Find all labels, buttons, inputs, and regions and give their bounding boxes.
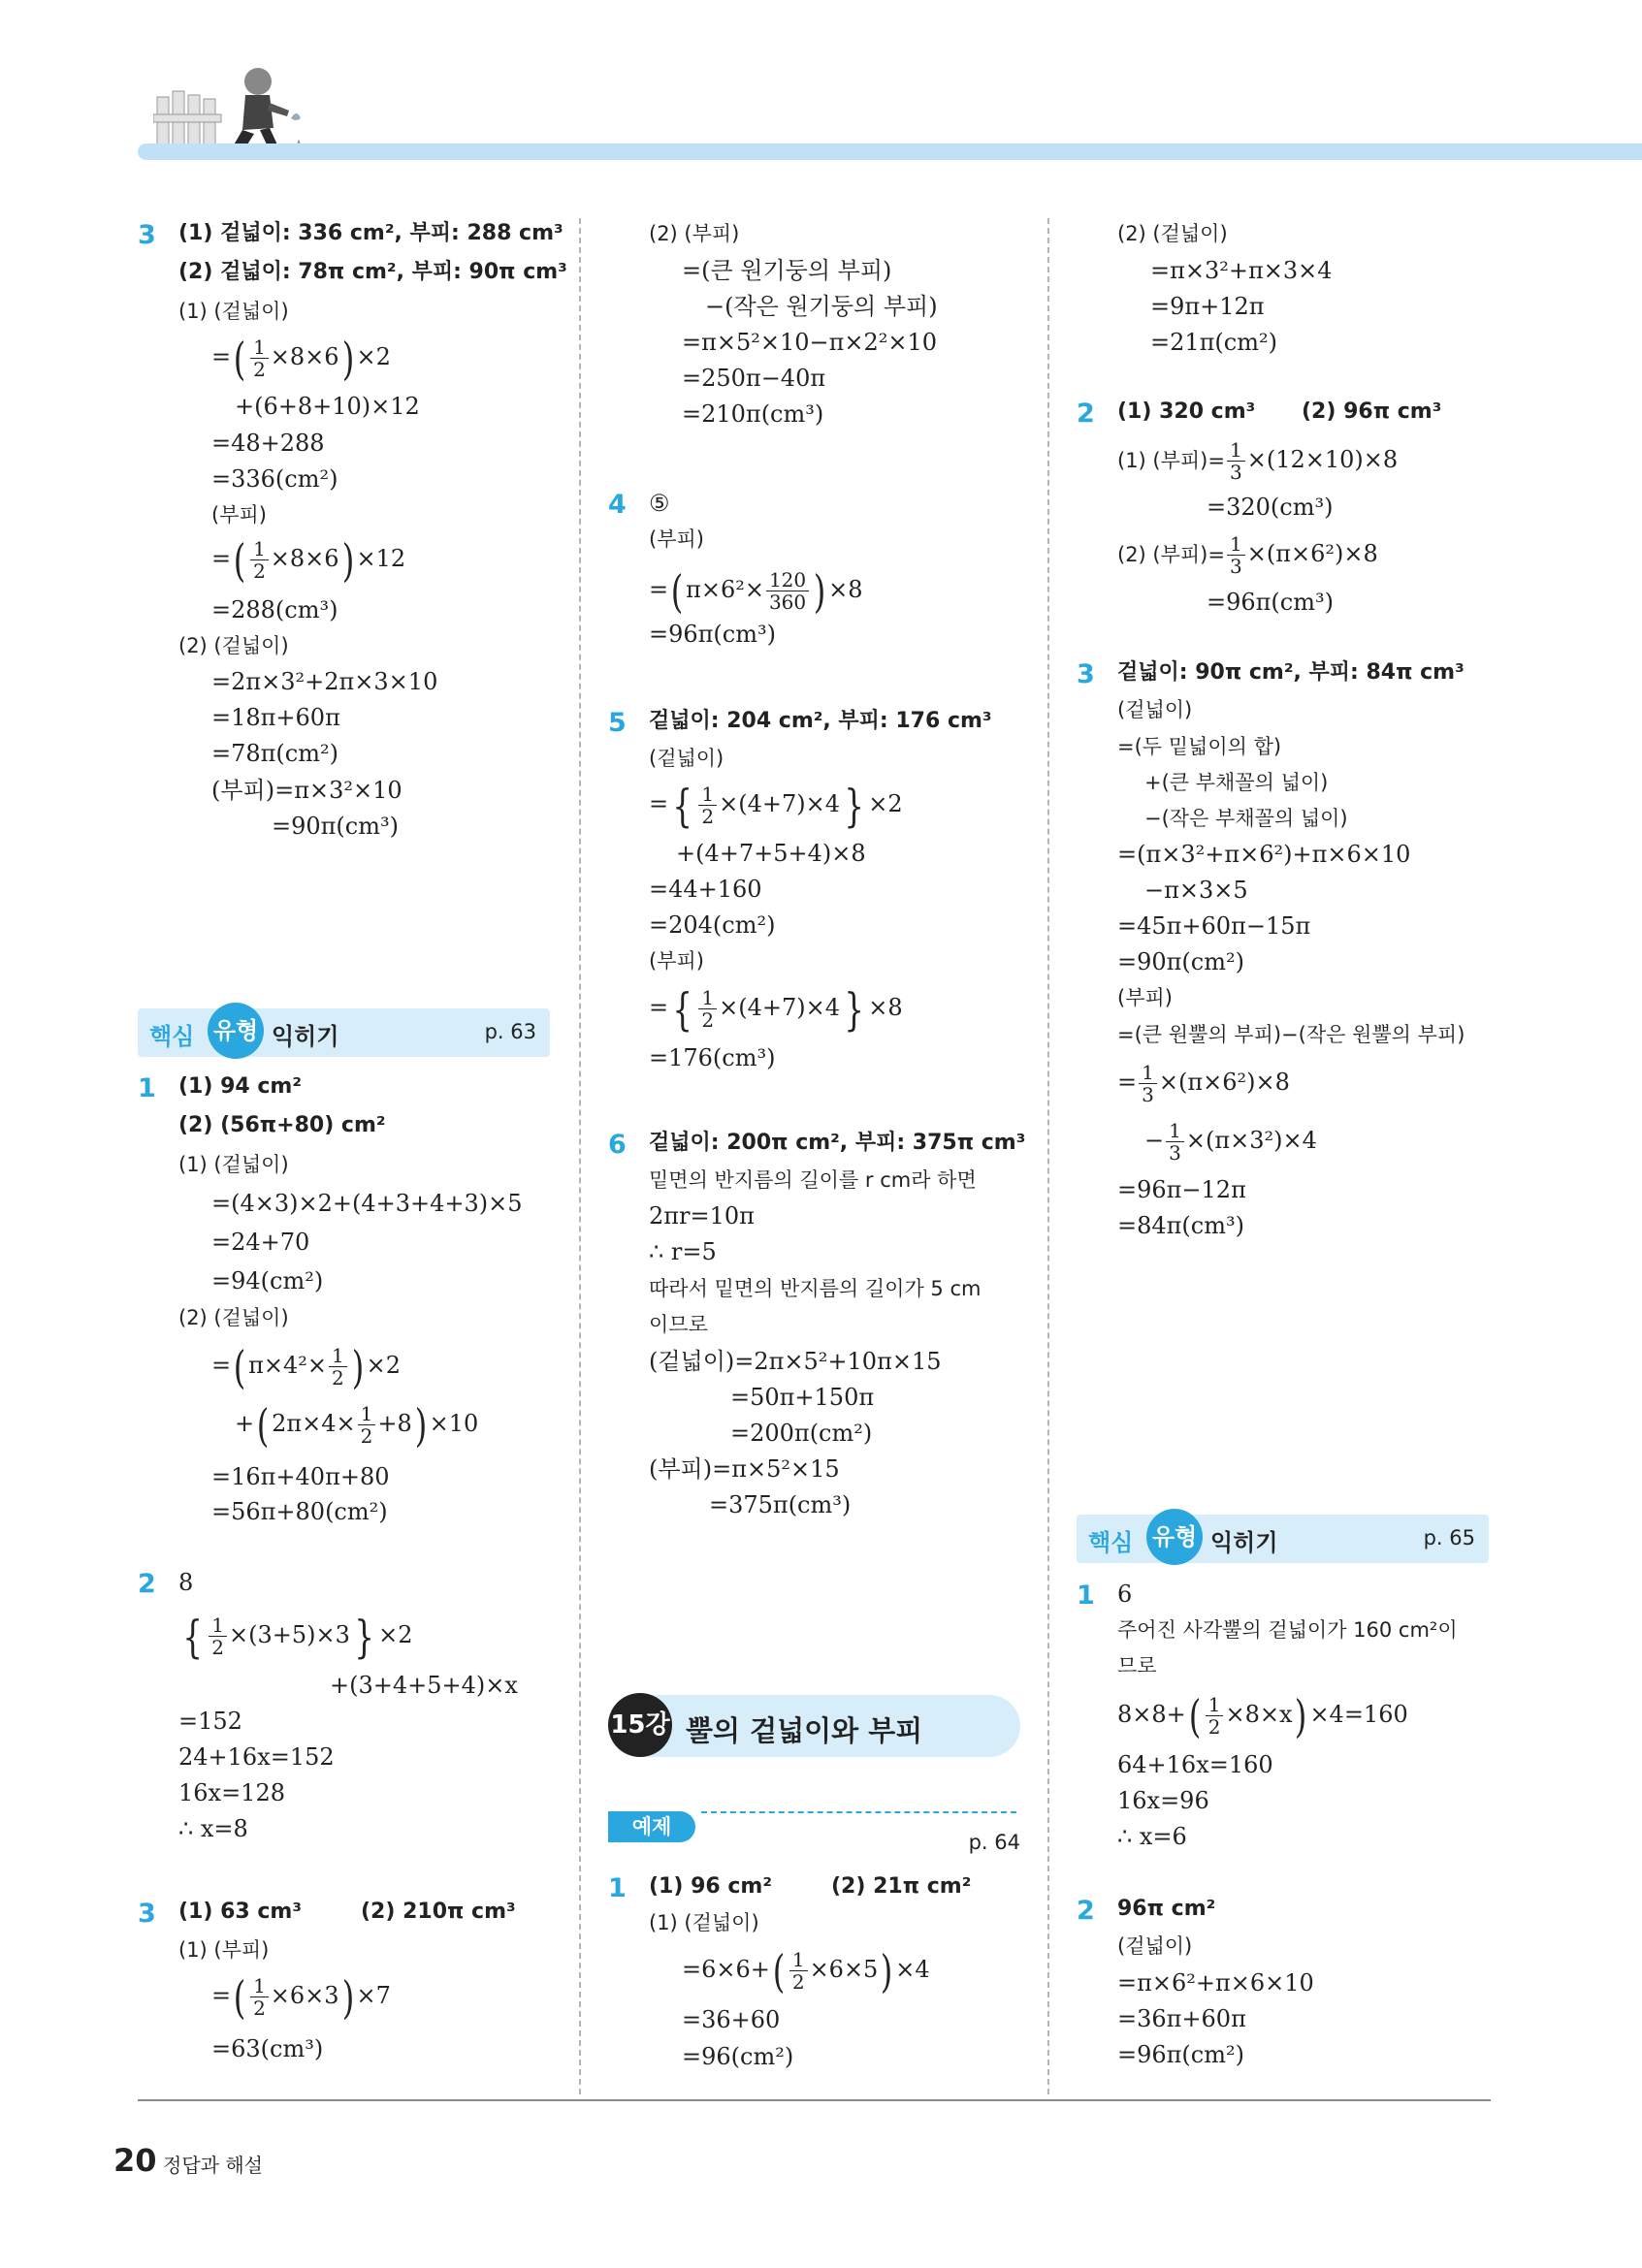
- equation: =( π×4²× $\frac{1}{2}$ ) ×2: [211, 1340, 402, 1393]
- answer: (1) 94 cm²: [178, 1074, 302, 1099]
- problem-number: 4: [608, 490, 627, 520]
- equation: =(큰 원기둥의 부피): [682, 257, 892, 284]
- solution-line: 이므로: [649, 1313, 708, 1336]
- equation: (1) (부피)= $\frac{1}{3}$ ×(12×10)×8: [1117, 438, 1399, 484]
- fraction: $\frac{1}{3}$: [1166, 1120, 1184, 1164]
- solution-line: 주어진 사각뿔의 겉넓이가 160 cm²이: [1117, 1618, 1458, 1642]
- answer: 96π cm²: [1117, 1897, 1216, 1921]
- fraction: $\frac{1}{2}$: [209, 1614, 227, 1658]
- equation: { $\frac{1}{2}$ ×(3+5)×3} ×2: [182, 1610, 413, 1663]
- equation: (2) (부피)= $\frac{1}{3}$ ×(π×6²)×8: [1117, 532, 1378, 578]
- column-divider: [579, 218, 581, 2094]
- equation: =36π+60π: [1117, 2005, 1246, 2032]
- equation: =50π+150π: [730, 1384, 875, 1411]
- equation: −π×3×5: [1144, 877, 1248, 904]
- equation: =6×6+( $\frac{1}{2}$ ×6×5) ×4: [682, 1944, 930, 1997]
- equation: +(6+8+10)×12: [235, 393, 420, 420]
- equation: =84π(cm³): [1117, 1212, 1244, 1239]
- answer: (1) 63 cm³: [178, 1900, 302, 1924]
- equation: =320(cm³): [1207, 494, 1334, 521]
- solution-line: (부피): [1117, 986, 1173, 1009]
- answer: (2) 210π cm³: [361, 1900, 516, 1924]
- fraction: $\frac{120}{360}$: [766, 569, 809, 613]
- equation: =90π(cm³): [272, 813, 399, 840]
- fraction: $\frac{1}{2}$: [329, 1345, 347, 1389]
- problem-number: 3: [138, 1899, 156, 1929]
- solution-line: (부피): [649, 949, 704, 973]
- equation: =210π(cm³): [682, 400, 824, 428]
- equation: 8×8+( $\frac{1}{2}$ ×8×x) ×4=160: [1117, 1689, 1408, 1742]
- equation: =152: [178, 1708, 242, 1735]
- equation: =56π+80(cm²): [211, 1498, 388, 1525]
- equation: =( π×6²× $\frac{120}{360}$ ) ×8: [649, 564, 863, 618]
- problem-number: 6: [608, 1130, 627, 1160]
- fraction: $\frac{1}{2}$: [358, 1403, 376, 1447]
- problem-number: 3: [138, 220, 156, 250]
- answer: (2) 96π cm³: [1302, 399, 1442, 424]
- problem-number: 2: [1077, 1896, 1095, 1926]
- equation: ∴ x=8: [178, 1815, 248, 1842]
- fraction: $\frac{1}{2}$: [250, 1975, 269, 2019]
- problem-number: 2: [1077, 399, 1095, 429]
- solution-line: (겉넓이): [1117, 1934, 1193, 1958]
- solution-line: 므로: [1117, 1654, 1157, 1677]
- solution-line: (겉넓이): [1117, 698, 1193, 721]
- answer: (1) 96 cm²: [649, 1874, 772, 1899]
- equation: =78π(cm²): [211, 740, 338, 767]
- equation: =96π(cm²): [1117, 2041, 1244, 2068]
- solution-line: 밑면의 반지름의 길이를 r cm라 하면: [649, 1168, 977, 1192]
- equation: = $\frac{1}{3}$ ×(π×6²)×8: [1117, 1061, 1290, 1106]
- problem-number: 1: [138, 1073, 156, 1103]
- section-banner: 핵심 유형 익히기 p. 63: [138, 1008, 550, 1057]
- fraction: $\frac{1}{2}$: [698, 783, 717, 827]
- equation: +(3+4+5+4)×x: [330, 1672, 518, 1699]
- solution-line: −(작은 부채꼴의 넓이): [1144, 807, 1348, 830]
- equation: +(4+7+5+4)×8: [676, 840, 866, 867]
- answer: 겉넓이: 204 cm², 부피: 176 cm³: [649, 709, 992, 733]
- equation: =π×3²+π×3×4: [1150, 257, 1333, 284]
- equation: =96π(cm³): [1207, 589, 1334, 616]
- solution-line: (1) (겉넓이): [178, 300, 289, 323]
- solution-line: (1) (부피): [178, 1938, 270, 1962]
- page-reference: p. 64: [968, 1831, 1020, 1854]
- solution-line: (겉넓이): [649, 747, 724, 770]
- answer: 8: [178, 1569, 194, 1596]
- answer: (2) 겉넓이: 78π cm², 부피: 90π cm³: [178, 260, 567, 284]
- equation: 16x=96: [1117, 1787, 1209, 1814]
- equation: =21π(cm²): [1150, 329, 1277, 356]
- page-number: 20: [113, 2142, 157, 2179]
- equation: =96π(cm³): [649, 621, 776, 648]
- solution-line: (부피): [211, 503, 267, 527]
- equation: (부피)=π×5²×15: [649, 1455, 840, 1483]
- fraction: $\frac{1}{3}$: [1227, 533, 1245, 577]
- equation: =375π(cm³): [709, 1491, 852, 1518]
- fraction: $\frac{1}{2}$: [1206, 1694, 1224, 1738]
- equation: =( $\frac{1}{2}$ ×8×6) ×2: [211, 332, 391, 385]
- fraction: $\frac{1}{3}$: [1227, 439, 1245, 483]
- lesson-title: 뿔의 겉넓이와 부피: [686, 1714, 923, 1747]
- answer: 겉넓이: 200π cm², 부피: 375π cm³: [649, 1131, 1026, 1155]
- equation: =336(cm²): [211, 465, 338, 493]
- lesson-header: [608, 1695, 1020, 1757]
- fraction: $\frac{1}{3}$: [1139, 1062, 1157, 1105]
- solution-line: (부피): [649, 527, 704, 551]
- solution-line: 따라서 밑면의 반지름의 길이가 5 cm: [649, 1277, 982, 1300]
- fraction: $\frac{1}{2}$: [250, 336, 269, 380]
- equation: =48+288: [211, 430, 325, 457]
- answer: 6: [1117, 1581, 1133, 1608]
- equation: =2π×3²+2π×3×10: [211, 668, 438, 695]
- problem-number: 1: [608, 1873, 627, 1903]
- footer-label: 정답과 해설: [163, 2154, 263, 2177]
- equation: =288(cm³): [211, 596, 338, 623]
- equation: =94(cm²): [211, 1267, 324, 1294]
- equation: =176(cm³): [649, 1044, 776, 1071]
- equation: ={ $\frac{1}{2}$ ×(4+7)×4} ×2: [649, 779, 903, 832]
- equation: =44+160: [649, 876, 762, 903]
- equation: −(작은 원기둥의 부피): [705, 293, 938, 320]
- solution-line: (1) (겉넓이): [649, 1911, 759, 1934]
- equation: ={ $\frac{1}{2}$ ×(4+7)×4} ×8: [649, 982, 903, 1036]
- equation: =16π+40π+80: [211, 1463, 390, 1490]
- answer: (1) 겉넓이: 336 cm², 부피: 288 cm³: [178, 221, 563, 245]
- equation: 24+16x=152: [178, 1743, 335, 1771]
- example-label: 예제: [608, 1811, 695, 1842]
- column-divider: [1047, 218, 1049, 2094]
- solution-line: (2) (겉넓이): [178, 634, 289, 657]
- equation: ∴ x=6: [1117, 1823, 1187, 1850]
- equation: =(π×3²+π×6²)+π×6×10: [1117, 841, 1411, 868]
- fraction: $\frac{1}{2}$: [698, 987, 717, 1031]
- equation: =π×6²+π×6×10: [1117, 1969, 1314, 1996]
- fraction: $\frac{1}{2}$: [250, 538, 269, 582]
- equation: =204(cm²): [649, 911, 776, 939]
- page-reference: p. 63: [484, 1020, 536, 1043]
- equation: =24+70: [211, 1229, 310, 1256]
- answer: (1) 320 cm³: [1117, 399, 1256, 424]
- section-banner: 핵심 유형 익히기 p. 65: [1077, 1515, 1489, 1563]
- equation: 2πr=10π: [649, 1202, 755, 1230]
- divider: [701, 1811, 1016, 1813]
- solution-line: +(큰 부채꼴의 넓이): [1144, 771, 1329, 794]
- equation: =(4×3)×2+(4+3+4+3)×5: [211, 1190, 523, 1217]
- answer: (2) 21π cm²: [831, 1874, 972, 1899]
- equation: =18π+60π: [211, 704, 340, 731]
- equation: =63(cm³): [211, 2035, 324, 2062]
- solution-line: (2) (겉넓이): [1117, 222, 1228, 245]
- lesson-badge: 15강: [608, 1693, 672, 1757]
- problem-number: 1: [1077, 1581, 1095, 1611]
- equation: 64+16x=160: [1117, 1751, 1273, 1778]
- solution-line: (1) (겉넓이): [178, 1153, 289, 1176]
- solution-line: =(큰 원뿔의 부피)−(작은 원뿔의 부피): [1117, 1023, 1465, 1046]
- footer-rule: [138, 2099, 1491, 2101]
- answer: 겉넓이: 90π cm², 부피: 84π cm³: [1117, 660, 1465, 685]
- equation: =( $\frac{1}{2}$ ×8×6) ×12: [211, 533, 406, 587]
- equation: =200π(cm²): [730, 1420, 873, 1447]
- page-reference: p. 65: [1423, 1526, 1475, 1549]
- equation: =( $\frac{1}{2}$ ×6×3) ×7: [211, 1970, 391, 2024]
- answer: ⑤: [649, 490, 670, 517]
- equation: =36+60: [682, 2006, 781, 2033]
- equation: =96π−12π: [1117, 1176, 1246, 1203]
- header-bar: [138, 144, 1642, 160]
- problem-number: 2: [138, 1569, 156, 1599]
- equation: =9π+12π: [1150, 293, 1265, 320]
- problem-number: 5: [608, 708, 627, 738]
- solution-line: =(두 밑넓이의 합): [1117, 735, 1282, 758]
- equation: =π×5²×10−π×2²×10: [682, 329, 938, 356]
- example-header: [608, 1811, 1020, 1854]
- problem-number: 3: [1077, 659, 1095, 689]
- equation: =96(cm²): [682, 2043, 794, 2070]
- equation: +( 2π×4× $\frac{1}{2}$ +8) ×10: [235, 1398, 479, 1452]
- equation: =90π(cm²): [1117, 948, 1244, 975]
- equation: =250π−40π: [682, 365, 826, 392]
- equation: =45π+60π−15π: [1117, 912, 1311, 940]
- equation: (겉넓이)=2π×5²+10π×15: [649, 1348, 942, 1375]
- fraction: $\frac{1}{2}$: [789, 1949, 808, 1993]
- equation: (부피)=π×3²×10: [211, 777, 402, 804]
- solution-line: (2) (부피): [649, 222, 740, 245]
- equation: − $\frac{1}{3}$ ×(π×3²)×4: [1144, 1119, 1317, 1165]
- solution-line: (2) (겉넓이): [178, 1306, 289, 1329]
- equation: ∴ r=5: [649, 1238, 717, 1265]
- equation: 16x=128: [178, 1779, 285, 1806]
- answer: (2) (56π+80) cm²: [178, 1113, 386, 1137]
